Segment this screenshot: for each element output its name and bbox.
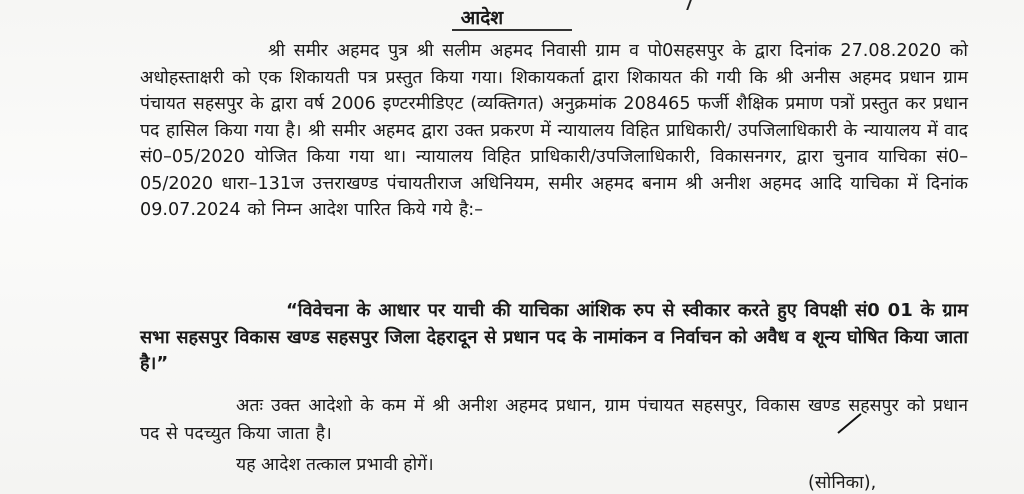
paragraph-effective-immediately: यह आदेश तत्काल प्रभावी होगें। bbox=[236, 455, 434, 475]
quoted-court-order: “विवेचना के आधार पर याची की याचिका आंशिक रुप से स्वीकार करते हुए विपक्षी सं0 01 के ग्राम सभा सहसपुर विकास खण्ड सहसपुर जिला देहरादून से प्रधान पद के नामांकन व निर्वाचन को अवैध व शून्य घोषित किया जाता है।” bbox=[140, 300, 968, 374]
paragraph-removal-order: अतः उक्त आदेशो के कम में श्री अनीश अहमद प्रधान, ग्राम पंचायत सहसपुर, विकास खण्ड सहसपुर को प्रधान पद से पदच्युत किया जाता है। bbox=[140, 396, 968, 444]
paragraph-complaint-details: श्री समीर अहमद पुत्र श्री सलीम अहमद निवासी ग्राम व पो0सहसपुर के द्वारा दिनांक 27.08.2020 को अधोहस्ताक्षरी को एक शिकायती पत्र प्रस्तुत किया गया। शिकायकर्ता द्वारा शिकायत की गयी कि श्री अनीस अहमद प्रधान ग्राम पंचायत सहसपुर के द्वारा वर्ष 2006 इण्टरमीडिएट (व्यक्तिगत) अनुक्रमांक 208465 फर्जी शैक्षिक प्रमाण पत्रों प्रस्तुत कर प्रधान पद हासिल किया गया है। श्री समीर अहमद द्वारा उक्त प्रकरण में न्यायालय विहित प्राधिकारी/ उपजिलाधिकारी के न्यायालय में वाद सं0–05/2020 योजित किया गया था। न्यायालय विहित प्राधिकारी/उपजिलाधिकारी, विकासनगर, द्वारा चुनाव याचिका सं0–05/2020 धारा–131ज उत्तराखण्ड पंचायतीराज अधिनियम, समीर अहमद बनाम श्री अनीश अहमद आदि याचिका में दिनांक 09.07.2024 को निम्न आदेश पारित किये गये है:– bbox=[140, 41, 968, 220]
heading-underline bbox=[452, 29, 572, 31]
document-heading: आदेश bbox=[460, 7, 504, 29]
signatory-name: (सोनिका), bbox=[808, 473, 877, 493]
